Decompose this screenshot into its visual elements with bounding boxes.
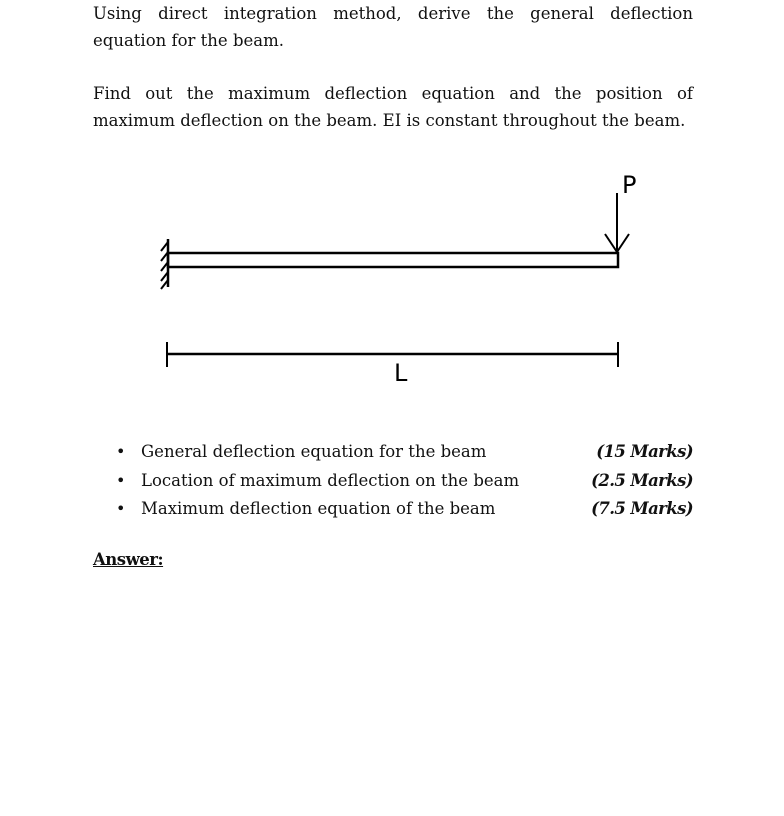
- beam: [168, 253, 618, 267]
- length-label: L: [394, 359, 408, 387]
- task-text: General deflection equation for the beam: [141, 442, 487, 461]
- question-paragraph-2: Find out the maximum deflection equation and the position of maximum deflection on the beam. EI is constant throughout the beam.: [93, 84, 693, 130]
- question-paragraph-1: Using direct integration method, derive the general deflection equation for the beam.: [93, 4, 693, 50]
- answer-heading: Answer:: [93, 550, 164, 569]
- task-item: [93, 438, 693, 467]
- task-item: [93, 467, 693, 496]
- cantilever-beam-diagram: [0, 160, 784, 400]
- task-text: Location of maximum deflection on the beam: [141, 470, 520, 490]
- task-marks: (7.5 Marks): [591, 499, 693, 518]
- task-list: [93, 438, 693, 524]
- load-label: P: [622, 171, 637, 199]
- task-marks: (15 Marks): [596, 442, 693, 461]
- task-item: [93, 495, 693, 524]
- bullet: •: [116, 442, 126, 461]
- bullet: •: [116, 470, 126, 490]
- task-text: Maximum deflection equation of the beam: [141, 499, 496, 518]
- task-marks: (2.5 Marks): [591, 470, 693, 490]
- bullet: •: [116, 499, 126, 518]
